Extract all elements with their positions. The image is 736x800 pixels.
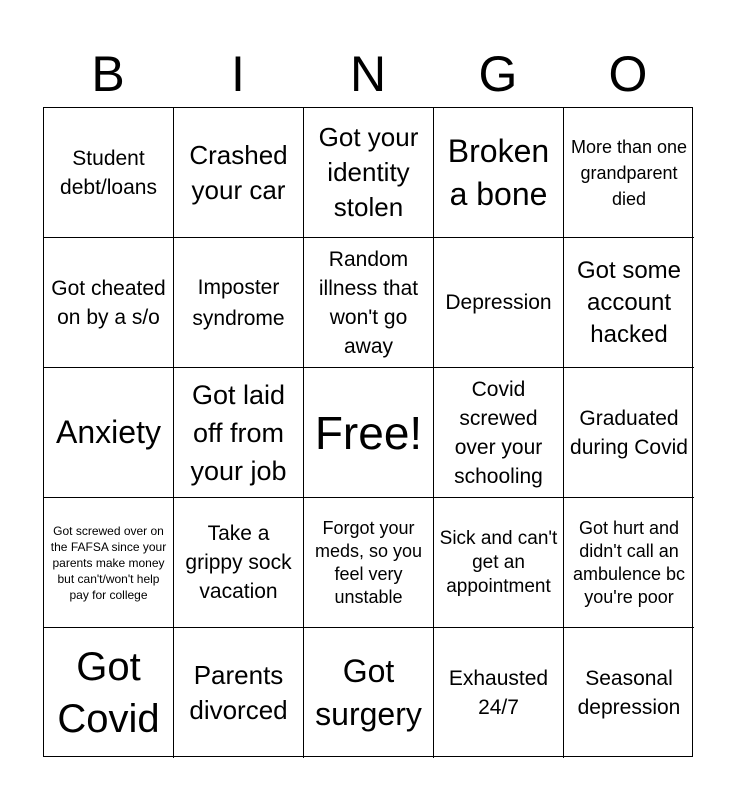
bingo-cell-r2-c1[interactable] <box>44 238 174 368</box>
cell-text: Exhausted 24/7 <box>448 667 549 719</box>
cell-text: Forgot your meds, so you feel very unstable <box>314 517 423 607</box>
bingo-cell-r4-c3[interactable] <box>304 498 434 628</box>
header-letter-n: N <box>349 46 387 102</box>
cell-text: Student debt/loans <box>60 146 157 199</box>
bingo-cell-r5-c5[interactable] <box>564 628 694 758</box>
bingo-cell-r3-c3[interactable] <box>304 368 434 498</box>
bingo-cell-r1-c4[interactable] <box>434 108 564 238</box>
bingo-cell-r4-c2[interactable] <box>174 498 304 628</box>
bingo-cell-r5-c1[interactable] <box>44 628 174 758</box>
cell-text: Take a grippy sock vacation <box>185 522 292 603</box>
bingo-cell-r3-c1[interactable] <box>44 368 174 498</box>
bingo-cell-r5-c2[interactable] <box>174 628 304 758</box>
cell-text: Covid screwed over your schooling <box>454 377 543 488</box>
header-letter-i: I <box>231 46 245 102</box>
cell-text: Graduated during Covid <box>570 406 688 459</box>
header-letter-b: B <box>91 46 125 102</box>
cell-text: Got hurt and didn't call an ambulence bc you're poor <box>572 517 686 607</box>
bingo-cell-r2-c5[interactable] <box>564 238 694 368</box>
bingo-cell-r1-c2[interactable] <box>174 108 304 238</box>
bingo-cell-r3-c2[interactable] <box>174 368 304 498</box>
bingo-cell-r3-c4[interactable] <box>434 368 564 498</box>
cell-text: Got surgery <box>315 653 422 732</box>
bingo-cell-r4-c4[interactable] <box>434 498 564 628</box>
cell-text: Seasonal depression <box>577 667 681 719</box>
header-letter-g: G <box>478 46 518 102</box>
cell-text: Broken a bone <box>447 132 550 212</box>
free-space: Free! <box>314 406 423 459</box>
cell-text: Got Covid <box>57 645 160 741</box>
bingo-header <box>43 42 693 106</box>
bingo-cell-r2-c3[interactable] <box>304 238 434 368</box>
bingo-cell-r3-c5[interactable] <box>564 368 694 498</box>
cell-text: Got screwed over on the FAFSA since your parents make money but can't/won't help pay for college <box>50 523 167 602</box>
cell-text: Got laid off from your job <box>190 379 287 486</box>
bingo-cell-r4-c5[interactable] <box>564 498 694 628</box>
bingo-cell-r1-c1[interactable] <box>44 108 174 238</box>
bingo-cell-r5-c3[interactable] <box>304 628 434 758</box>
bingo-cell-r2-c4[interactable] <box>434 238 564 368</box>
cell-text: Parents divorced <box>189 660 288 725</box>
cell-text: More than one grandparent died <box>570 136 688 209</box>
cell-text: Got some account hacked <box>576 256 682 348</box>
cell-text: Got cheated on by a s/o <box>51 276 166 329</box>
bingo-board <box>43 107 693 757</box>
bingo-cell-r5-c4[interactable] <box>434 628 564 758</box>
bingo-cell-r1-c3[interactable] <box>304 108 434 238</box>
cell-text: Anxiety <box>56 414 161 450</box>
bingo-cell-r1-c5[interactable] <box>564 108 694 238</box>
cell-text: Crashed your car <box>189 139 288 205</box>
bingo-cell-r4-c1[interactable] <box>44 498 174 628</box>
cell-text: Imposter syndrome <box>192 275 285 330</box>
header-letter-o: O <box>608 46 648 102</box>
bingo-cell-r2-c2[interactable] <box>174 238 304 368</box>
cell-text: Got your identity stolen <box>318 122 419 222</box>
cell-text: Sick and can't get an appointment <box>439 527 558 597</box>
cell-text: Depression <box>445 291 552 314</box>
cell-text: Random illness that won't go away <box>318 247 419 358</box>
